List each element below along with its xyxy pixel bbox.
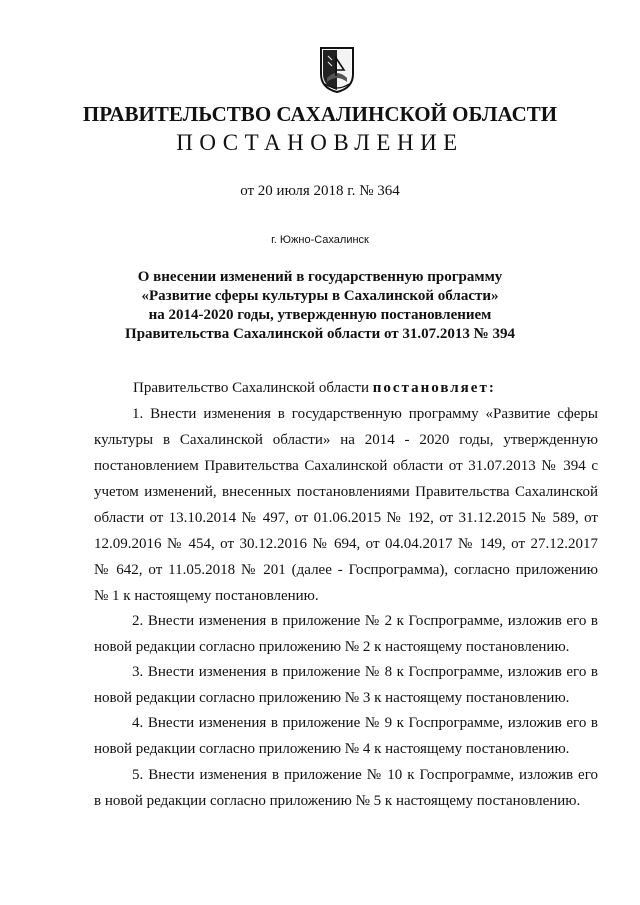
coat-of-arms-icon <box>317 44 357 94</box>
paragraph-line: № 1 к настоящему постановлению. <box>94 588 319 604</box>
paragraph-line: 1. Внести изменения в государственную программу «Развитие сферы <box>132 406 598 422</box>
subject-line: «Развитие сферы культуры в Сахалинской области» <box>141 288 499 304</box>
paragraph-line: 12.09.2016 № 454, от 30.12.2016 № 694, от 04.04.2017 № 149, от 27.12.2017 <box>94 536 598 552</box>
subject-line: Правительства Сахалинской области от 31.07.2013 № 394 <box>125 326 515 342</box>
paragraph-item-1 <box>94 401 598 609</box>
paragraph-line: области от 13.10.2014 № 497, от 01.06.2015 № 192, от 31.12.2015 № 589, от <box>94 510 598 526</box>
paragraph-line: новой редакции согласно приложению № 2 к настоящему постановлению. <box>94 639 570 655</box>
preamble <box>133 380 639 397</box>
paragraph-line: в новой редакции согласно приложению № 5 к настоящему постановлению. <box>94 793 581 809</box>
paragraph-line: 3. Внести изменения в приложение № 8 к Госпрограмме, изложив его в <box>132 664 598 680</box>
paragraph-item-3 <box>94 659 598 711</box>
subject-line: О внесении изменений в государственную программу <box>137 269 503 285</box>
paragraph-item-5 <box>94 762 598 814</box>
paragraph-line: учетом изменений, внесенных постановлениями Правительства Сахалинской <box>94 484 598 500</box>
paragraph-line: новой редакции согласно приложению № 3 к настоящему постановлению. <box>94 690 570 706</box>
paragraph-item-2 <box>94 608 598 660</box>
paragraph-line: постановлением Правительства Сахалинской области от 31.07.2013 № 394 с <box>94 458 598 474</box>
government-title: ПРАВИТЕЛЬСТВО САХАЛИНСКОЙ ОБЛАСТИ <box>82 102 558 126</box>
paragraph-line: 5. Внести изменения в приложение № 10 к Госпрограмме, изложив его <box>132 767 598 783</box>
document-date-number: от 20 июля 2018 г. № 364 <box>240 183 400 199</box>
document-subject <box>0 268 640 344</box>
preamble-text: Правительство Сахалинской области <box>133 380 373 396</box>
paragraph-item-4 <box>94 710 598 762</box>
paragraph-line: новой редакции согласно приложению № 4 к настоящему постановлению. <box>94 741 570 757</box>
paragraph-line: 4. Внести изменения в приложение № 9 к Госпрограмме, изложив его в <box>132 715 598 731</box>
document-type: ПОСТАНОВЛЕНИЕ <box>176 130 464 155</box>
preamble-emphasis: постановляет: <box>372 380 496 396</box>
document-city: г. Южно-Сахалинск <box>271 234 369 246</box>
paragraph-line: 2. Внести изменения в приложение № 2 к Госпрограмме, изложив его в <box>132 613 598 629</box>
paragraph-line: № 642, от 11.05.2018 № 201 (далее - Госпрограмма), согласно приложению <box>94 562 598 578</box>
subject-line: на 2014-2020 годы, утвержденную постановлением <box>148 307 492 323</box>
paragraph-line: культуры в Сахалинской области» на 2014 - 2020 годы, утвержденную <box>94 432 598 448</box>
